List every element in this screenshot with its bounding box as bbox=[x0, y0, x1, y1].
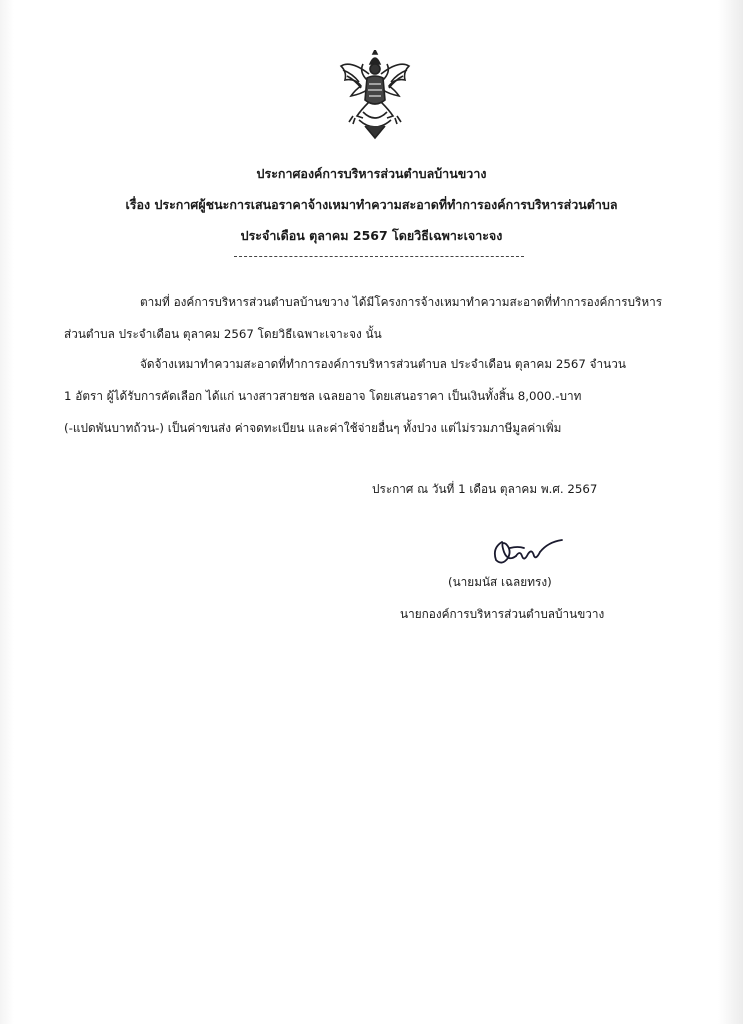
paragraph-2-line-3: (-แปดพันบาทถ้วน-) เป็นค่าขนส่ง ค่าจดทะเบียน และค่าใช้จ่ายอื่นๆ ทั้งปวง แต่ไม่รวมภาษีมูลค่าเพิ่ม bbox=[64, 421, 562, 435]
header-divider bbox=[234, 256, 524, 257]
paragraph-1-line-1: ตามที่ องค์การบริหารส่วนตำบลบ้านขวาง ได้มีโครงการจ้างเหมาทำความสะอาดที่ทำการองค์การบริหาร bbox=[140, 295, 663, 309]
garuda-emblem-icon bbox=[333, 50, 417, 140]
paragraph-1-line-2: ส่วนตำบล ประจำเดือน ตุลาคม 2567 โดยวิธีเฉพาะเจาะจง นั้น bbox=[64, 327, 382, 341]
header-line-2: เรื่อง ประกาศผู้ชนะการเสนอราคาจ้างเหมาทำความสะอาดที่ทำการองค์การบริหารส่วนตำบล bbox=[125, 197, 618, 212]
signer-name: (นายมนัส เฉลยทรง) bbox=[448, 575, 552, 589]
header-line-1: ประกาศองค์การบริหารส่วนตำบลบ้านขวาง bbox=[256, 166, 487, 181]
paragraph-2-line-1: จัดจ้างเหมาทำความสะอาดที่ทำการองค์การบริหารส่วนตำบล ประจำเดือน ตุลาคม 2567 จำนวน bbox=[140, 357, 626, 371]
header-line-3: ประจำเดือน ตุลาคม 2567 โดยวิธีเฉพาะเจาะจง bbox=[240, 228, 503, 243]
paragraph-2-line-2: 1 อัตรา ผู้ได้รับการคัดเลือก ได้แก่ นางสาวสายชล เฉลยอาจ โดยเสนอราคา เป็นเงินทั้งสิ้น 8,000.-บาท bbox=[64, 389, 582, 403]
signer-title: นายกองค์การบริหารส่วนตำบลบ้านขวาง bbox=[400, 607, 605, 621]
announce-date: ประกาศ ณ วันที่ 1 เดือน ตุลาคม พ.ศ. 2567 bbox=[372, 482, 598, 496]
